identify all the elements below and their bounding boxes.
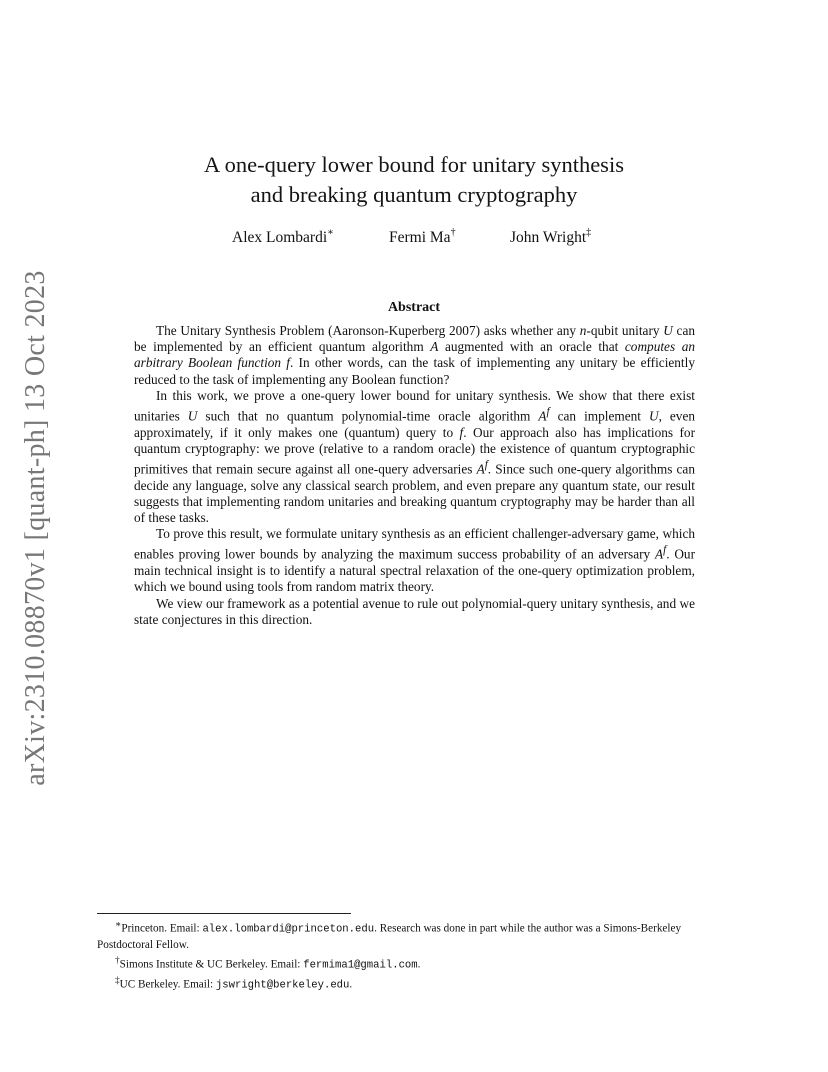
author-2: [389, 228, 456, 247]
author-1: [232, 228, 334, 247]
author-list: [0, 228, 828, 250]
author-footnote-mark: ‡: [586, 227, 592, 238]
author-name: John Wright: [510, 229, 587, 247]
author-footnote-mark: †: [450, 227, 456, 238]
footnote-3: ‡UC Berkeley. Email: jswright@berkeley.edu.: [115, 975, 353, 992]
title-line-2: and breaking quantum cryptography: [250, 182, 578, 207]
author-3: [510, 228, 591, 247]
abstract-heading: Abstract: [387, 300, 441, 315]
emphasis: computes an arbitrary Boolean function: [134, 339, 696, 371]
arxiv-identifier: arXiv:2310.08870v1 [quant-ph] 13 Oct 2023: [20, 270, 51, 786]
footnotes: [97, 918, 732, 994]
author-name: Alex Lombardi: [232, 229, 328, 247]
author-footnote-mark: ∗: [327, 227, 334, 238]
email-link[interactable]: fermima1@gmail.com: [303, 959, 418, 972]
title-line-1: A one-query lower bound for unitary synthesis: [204, 152, 624, 177]
author-name: Fermi Ma: [389, 229, 451, 247]
footnote-2: †Simons Institute & UC Berkeley. Email: fermima1@gmail.com.: [115, 955, 421, 972]
email-link[interactable]: jswright@berkeley.edu: [215, 979, 350, 992]
abstract-paragraph-3: To prove this result, we formulate unitary synthesis as an efficient challenger-adversary game, which enables proving lower bounds by analyzing the maximum success probability of an adversary $A^f$. Our main technical insight is to identify a natural spectral relaxation of the one-query optimization problem, which we bound using tools from random matrix theory.: [134, 526, 696, 595]
abstract-body: [134, 323, 695, 628]
abstract-paragraph-1: The Unitary Synthesis Problem (Aaronson-Kuperberg 2007) asks whether any n-qubit unitary U can be implemented by an efficient quantum algorithm A augmented with an oracle that computes an arbitrary Boolean function f. In other words, can the task of implementing any unitary be efficiently reduced to the task of implementing any Boolean function?: [134, 323, 696, 387]
email-link[interactable]: alex.lombardi@princeton.edu: [202, 923, 375, 936]
abstract-paragraph-4: We view our framework as a potential avenue to rule out polynomial-query unitary synthesis, and we state conjectures in this direction.: [134, 595, 695, 627]
paper-title: [0, 150, 828, 210]
footnote-divider: [97, 913, 351, 914]
footnote-1: ∗Princeton. Email: alex.lombardi@princeton.edu. Research was done in part while the author was a Simons-Berkeley Postdoctoral Fellow.: [97, 920, 682, 952]
abstract-paragraph-2: In this work, we prove a one-query lower bound for unitary synthesis. We show that there exist unitaries U such that no quantum polynomial-time oracle algorithm $A^f$ can implement U, even approximately, if it only makes one (quantum) query to f. Our approach also has implications for quantum cryptography: we prove (relative to a random oracle) the existence of quantum cryptographic primitives that remain secure against all one-query adversaries $A^f$. Since such one-query algorithms can decide any language, solve any classical search problem, and even prepare any quantum state, our result suggests that implementing random unitaries and breaking quantum cryptography may be harder than all of these tasks.: [134, 387, 695, 526]
